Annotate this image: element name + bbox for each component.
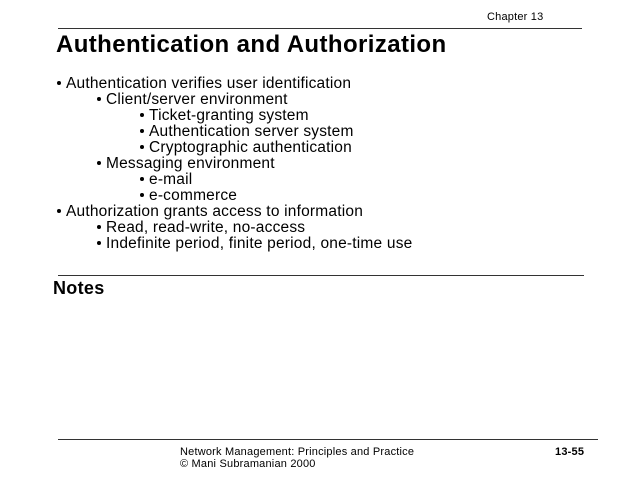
bullet-icon [57,81,61,85]
bullet-icon [140,177,144,181]
bullet-item [97,236,412,252]
bullet-text: Ticket-granting system [149,107,309,124]
bullet-icon [57,209,61,213]
bullet-item [140,108,309,124]
bullet-text: Cryptographic authentication [149,139,352,156]
bullet-icon [140,113,144,117]
bullet-text: Read, read-write, no-access [106,219,306,236]
footer-divider [58,439,598,440]
page-number: 13-55 [555,446,585,458]
bullet-icon [140,193,144,197]
bullet-item [97,156,275,172]
bullet-icon [97,225,101,229]
bullet-text: Authentication verifies user identification [66,75,352,92]
bullet-item [57,76,351,92]
bullet-text: e-commerce [149,187,238,204]
bullet-text: Client/server environment [106,91,288,108]
bullet-item [140,172,192,188]
bullet-icon [97,97,101,101]
bullet-text: Authentication server system [149,123,354,140]
bullet-icon [140,145,144,149]
bullet-item [140,124,354,140]
bullet-icon [140,129,144,133]
footer-credits [180,446,414,470]
bullet-icon [97,241,101,245]
footer-book-title: Network Management: Principles and Practice [180,446,415,458]
bullet-item [57,204,363,220]
notes-divider [58,275,584,276]
bullet-text: Messaging environment [106,155,275,172]
bullet-item [140,188,237,204]
bullet-text: Indefinite period, finite period, one-time use [106,235,413,252]
bullet-text: Authorization grants access to information [66,203,364,220]
chapter-label: Chapter 13 [487,11,544,23]
bullet-item [140,140,352,156]
footer-copyright: © Mani Subramanian 2000 [180,458,316,470]
bullet-text: e-mail [149,171,193,188]
slide-title: Authentication and Authorization [56,31,447,58]
bullet-item [97,220,305,236]
bullet-icon [97,161,101,165]
notes-heading: Notes [53,278,105,298]
top-divider [58,28,582,29]
bullet-item [97,92,288,108]
